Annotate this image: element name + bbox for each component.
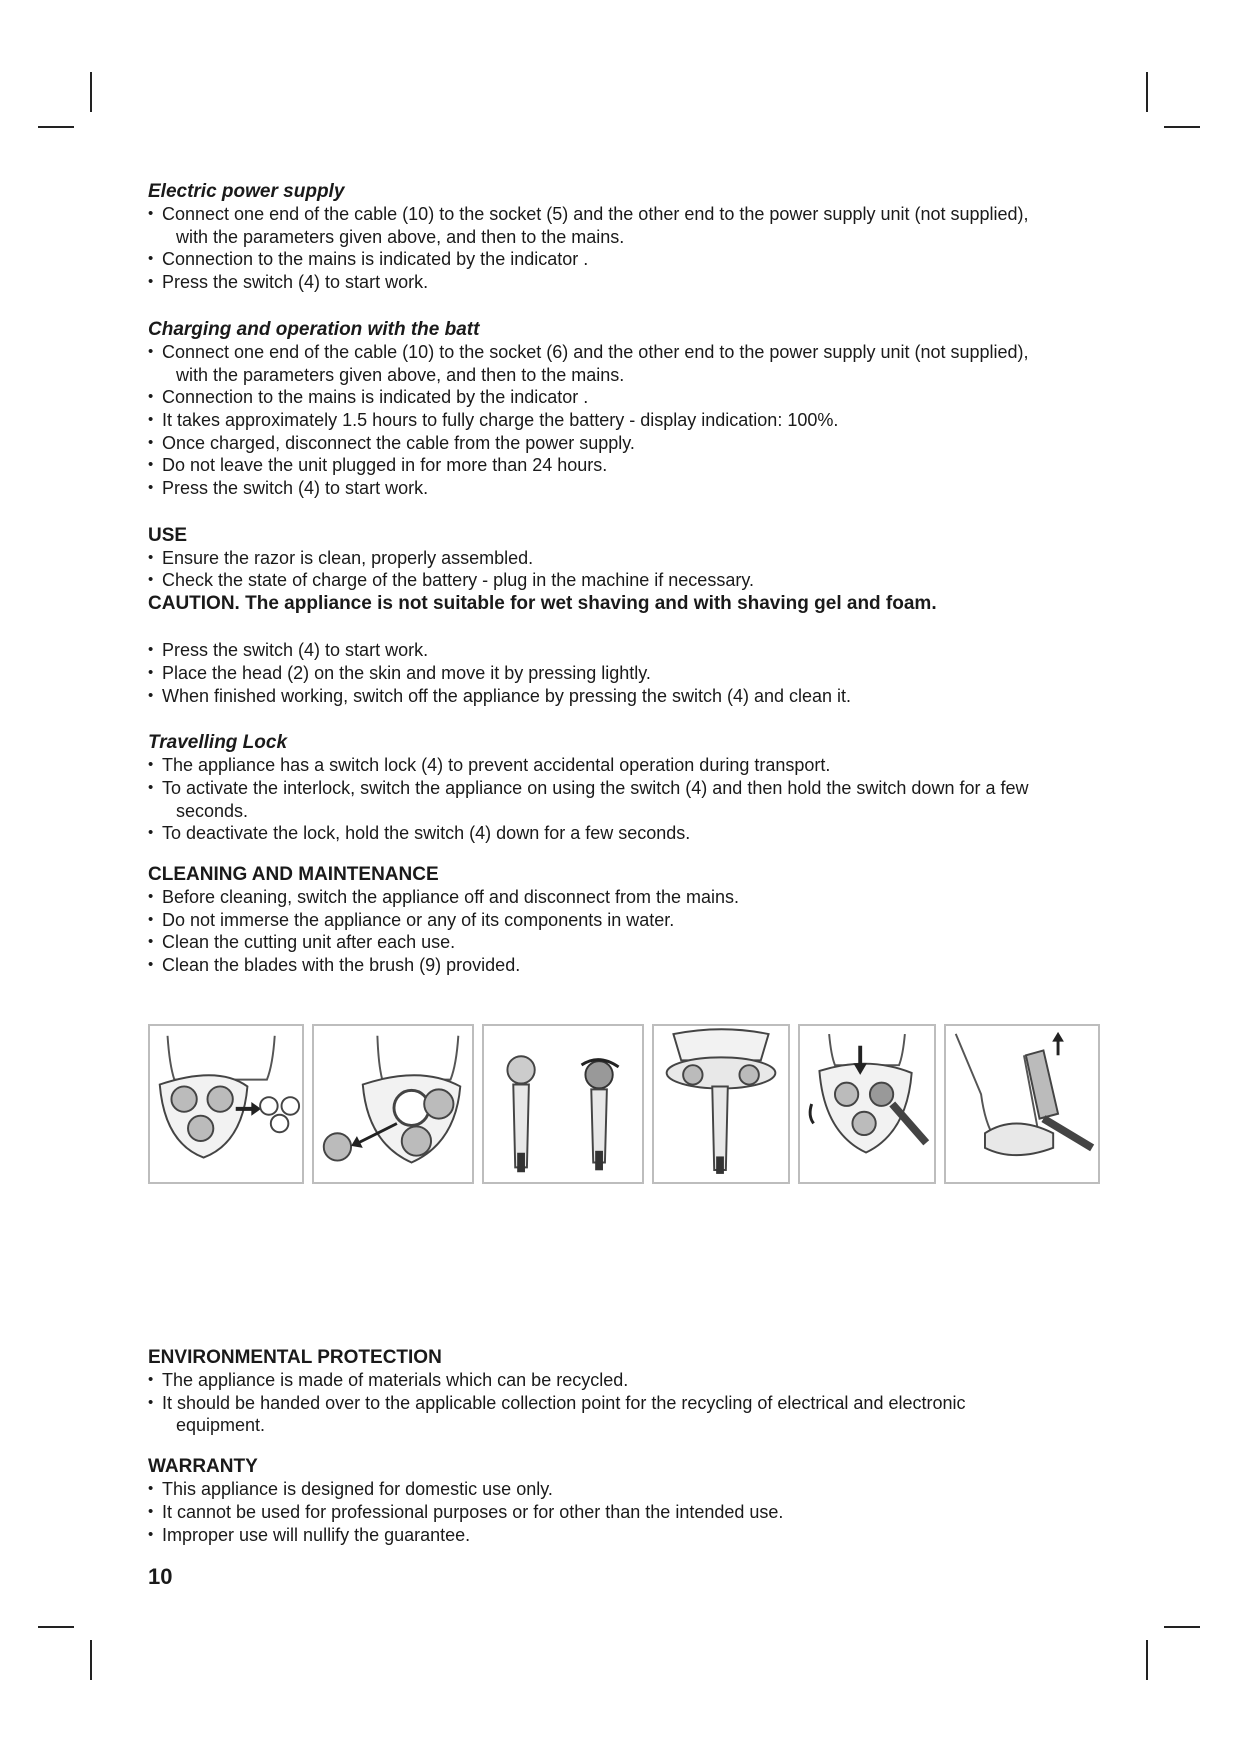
list-item: • Connection to the mains is indicated by the indicator . bbox=[148, 386, 1098, 409]
list-item: • The appliance is made of materials which can be recycled. bbox=[148, 1369, 1098, 1392]
use-section bbox=[148, 524, 1098, 708]
crop-mark bbox=[38, 126, 74, 128]
list-item: • Clean the cutting unit after each use. bbox=[148, 931, 1098, 954]
crop-mark bbox=[1146, 1640, 1148, 1680]
crop-mark bbox=[1164, 1626, 1200, 1628]
electric-section bbox=[148, 180, 1098, 294]
charging-section bbox=[148, 318, 1098, 500]
shaver-brush-icon bbox=[654, 1026, 788, 1182]
caution-note: CAUTION. The appliance is not suitable for wet shaving and with shaving gel and foam. bbox=[148, 593, 937, 615]
travel-list bbox=[148, 754, 1098, 845]
list-item: • Clean the blades with the brush (9) provided. bbox=[148, 954, 1098, 977]
illustration-brush-head bbox=[652, 1024, 790, 1184]
list-item: • It takes approximately 1.5 hours to fully charge the battery - display indication: 100%. bbox=[148, 409, 1098, 432]
cleaning-list bbox=[148, 886, 1098, 977]
illustration-rinse-blades bbox=[798, 1024, 936, 1184]
list-item: • It should be handed over to the applicable collection point for the recycling of electrical and electronic equipment. bbox=[148, 1392, 1098, 1437]
travel-heading: Travelling Lock bbox=[148, 732, 288, 754]
environment-section bbox=[148, 1346, 1098, 1437]
list-item: • Do not leave the unit plugged in for more than 24 hours. bbox=[148, 454, 1098, 477]
brush-icon bbox=[484, 1026, 642, 1182]
list-item: • It cannot be used for professional purposes or for other than the intended use. bbox=[148, 1501, 1098, 1524]
list-item: • When finished working, switch off the appliance by pressing the switch (4) and clean it. bbox=[148, 685, 1098, 708]
cleaning-section bbox=[148, 863, 1098, 977]
shaver-head-icon bbox=[150, 1026, 302, 1182]
blade-removal-icon bbox=[314, 1026, 472, 1182]
list-item: • The appliance has a switch lock (4) to prevent accidental operation during transport. bbox=[148, 754, 1098, 777]
shaver-cleaning-icon bbox=[800, 1026, 934, 1182]
cleaning-heading: CLEANING AND MAINTENANCE bbox=[148, 864, 439, 886]
electric-list bbox=[148, 203, 1098, 294]
environment-list bbox=[148, 1369, 1098, 1437]
charging-list bbox=[148, 341, 1098, 500]
page-number: 10 bbox=[148, 1564, 173, 1589]
crop-mark bbox=[1146, 72, 1148, 112]
list-item: • Improper use will nullify the guarantee. bbox=[148, 1524, 1098, 1547]
use-list bbox=[148, 547, 1098, 592]
list-item: • Do not immerse the appliance or any of its components in water. bbox=[148, 909, 1098, 932]
list-item: • Press the switch (4) to start work. bbox=[148, 639, 1098, 662]
list-item: • Connect one end of the cable (10) to the socket (5) and the other end to the power supply unit (not supplied), with the parameters given above, and then to the mains. bbox=[148, 203, 1098, 248]
illustration-remove-head bbox=[148, 1024, 304, 1184]
lower-content bbox=[148, 1346, 1098, 1546]
list-item: • Press the switch (4) to start work. bbox=[148, 477, 1098, 500]
list-item: • Before cleaning, switch the appliance off and disconnect from the mains. bbox=[148, 886, 1098, 909]
trimmer-icon bbox=[946, 1026, 1098, 1182]
list-item: • Connection to the mains is indicated by the indicator . bbox=[148, 248, 1098, 271]
warranty-heading: WARRANTY bbox=[148, 1456, 258, 1478]
crop-mark bbox=[1164, 126, 1200, 128]
list-item: • This appliance is designed for domestic use only. bbox=[148, 1478, 1098, 1501]
list-item: • Press the switch (4) to start work. bbox=[148, 271, 1098, 294]
electric-heading: Electric power supply bbox=[148, 181, 345, 202]
use-heading: USE bbox=[148, 524, 188, 546]
cleaning-illustrations bbox=[148, 1024, 1098, 1184]
list-item: • To activate the interlock, switch the appliance on using the switch (4) and then hold the switch down for a few seconds. bbox=[148, 777, 1098, 822]
list-item: • Ensure the razor is clean, properly assembled. bbox=[148, 547, 1098, 570]
illustration-remove-blades bbox=[312, 1024, 474, 1184]
list-item: • Place the head (2) on the skin and move it by pressing lightly. bbox=[148, 662, 1098, 685]
environment-heading: ENVIRONMENTAL PROTECTION bbox=[148, 1347, 442, 1368]
list-item: • To deactivate the lock, hold the switch (4) down for a few seconds. bbox=[148, 822, 1098, 845]
main-content bbox=[148, 180, 1098, 977]
crop-mark bbox=[90, 1640, 92, 1680]
list-item: • Check the state of charge of the battery - plug in the machine if necessary. bbox=[148, 569, 1098, 592]
warranty-list bbox=[148, 1478, 1098, 1546]
warranty-section bbox=[148, 1455, 1098, 1546]
use-list-2 bbox=[148, 639, 1098, 707]
list-item: • Once charged, disconnect the cable from the power supply. bbox=[148, 432, 1098, 455]
charging-heading: Charging and operation with the batt bbox=[148, 318, 480, 340]
list-item: • Connect one end of the cable (10) to the socket (6) and the other end to the power supply unit (not supplied), with the parameters given above, and then to the mains. bbox=[148, 341, 1098, 386]
crop-mark bbox=[90, 72, 92, 112]
travel-section bbox=[148, 731, 1098, 845]
illustration-side-trimmer bbox=[944, 1024, 1100, 1184]
crop-mark bbox=[38, 1626, 74, 1628]
illustration-brush-blade bbox=[482, 1024, 644, 1184]
